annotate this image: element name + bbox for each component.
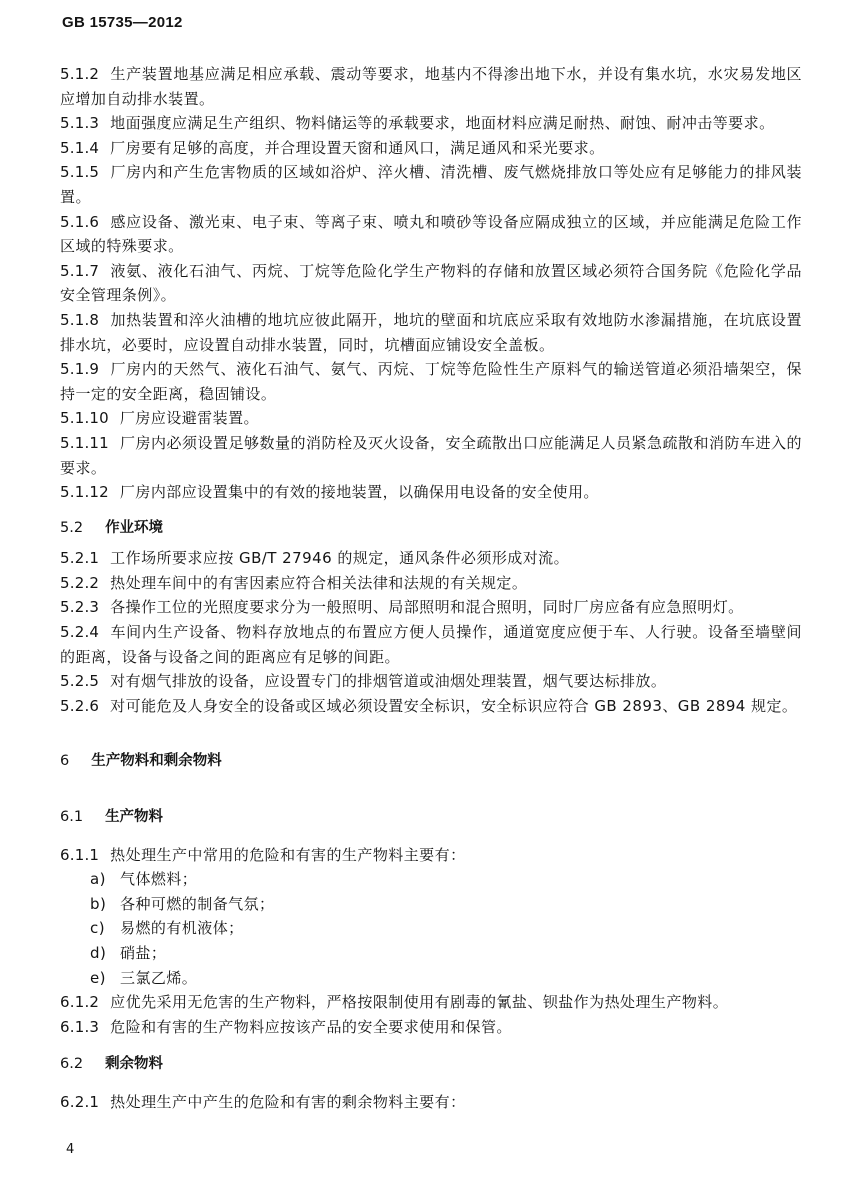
list-item-text: 易燃的有机液体；	[120, 919, 244, 938]
clause-number: 5.1.3	[60, 114, 100, 133]
section-6-1-heading	[60, 805, 802, 830]
section-title: 剩余物料	[105, 1056, 164, 1073]
clause-text: 热处理生产中常用的危险和有害的生产物料主要有：	[110, 845, 466, 864]
clause-number: 5.1.7	[60, 261, 100, 280]
clause-number: 5.2.1	[60, 549, 100, 568]
page-content	[60, 62, 802, 1115]
clause-text: 各操作工位的光照度要求分为一般照明、局部照明和混合照明，同时厂房应备有应急照明灯。	[110, 598, 744, 617]
clause-number: 5.1.8	[60, 310, 100, 329]
clause-text: 厂房内的天然气、液化石油气、氨气、丙烷、丁烷等危险性生产原料气的输送管道必须沿墙架空，保持一定的安全距离，稳固铺设。	[60, 360, 802, 403]
clause-6-2-1	[60, 1090, 802, 1115]
list-item-label: a)	[90, 870, 106, 889]
clause-5-1-8	[60, 308, 802, 357]
clause-number: 5.1.12	[60, 483, 109, 502]
clause-text: 厂房内部应设置集中的有效的接地装置，以确保用电设备的安全使用。	[119, 483, 599, 502]
clause-text: 生产装置地基应满足相应承载、震动等要求，地基内不得渗出地下水，并设有集水坑，水灾易发地区应增加自动排水装置。	[60, 65, 802, 108]
clause-number: 5.1.2	[60, 65, 100, 83]
clauses-5-2	[60, 546, 802, 718]
section-number: 6.1	[60, 809, 84, 826]
clause-5-2-3	[60, 595, 802, 620]
clause-number: 6.1.1	[60, 845, 100, 864]
list-item-label: c)	[90, 919, 105, 938]
list-item	[90, 892, 802, 917]
clause-5-2-6	[60, 694, 802, 719]
clause-5-1-9	[60, 357, 802, 406]
chapter-title: 生产物料和剩余物料	[91, 753, 222, 770]
section-number: 6.2	[60, 1056, 84, 1073]
list-item-label: e)	[90, 968, 106, 987]
clauses-6-1-2-3	[60, 990, 802, 1039]
clause-text: 车间内生产设备、物料存放地点的布置应方便人员操作，通道宽度应便于车、人行驶。设备至墙壁间的距离，设备与设备之间的距离应有足够的间距。	[60, 623, 802, 666]
clause-5-1-7	[60, 259, 802, 308]
clause-number: 5.2.4	[60, 623, 100, 642]
clause-5-1-11	[60, 431, 802, 480]
list-item	[90, 916, 802, 941]
clause-number: 5.1.4	[60, 138, 100, 157]
clause-5-1-4	[60, 136, 802, 161]
clause-5-1-10	[60, 406, 802, 431]
list-item-text: 硝盐；	[120, 944, 167, 962]
clause-text: 热处理生产中产生的危险和有害的剩余物料主要有：	[110, 1092, 466, 1111]
clause-text: 地面强度应满足生产组织、物料储运等的承载要求，地面材料应满足耐热、耐蚀、耐冲击等要求。	[110, 114, 775, 133]
clause-number: 6.2.1	[60, 1092, 100, 1111]
clause-number: 5.1.11	[60, 433, 109, 452]
list-item	[90, 867, 802, 892]
clauses-5-1	[60, 62, 802, 505]
list-item-label: d)	[90, 944, 107, 962]
list-item-text: 气体燃料；	[120, 870, 198, 889]
clause-number: 5.2.6	[60, 696, 100, 715]
clause-number: 5.1.6	[60, 212, 100, 231]
list-item	[90, 941, 802, 966]
clause-5-1-12	[60, 480, 802, 505]
clause-text: 工作场所要求应按 GB/T 27946 的规定，通风条件必须形成对流。	[110, 549, 570, 568]
clause-text: 液氨、液化石油气、丙烷、丁烷等危险化学生产物料的存储和放置区域必须符合国务院《危险化学品安全管理条例》。	[60, 261, 802, 305]
clause-text: 厂房内必须设置足够数量的消防栓及灭火设备，安全疏散出口应能满足人员紧急疏散和消防车进入的要求。	[60, 433, 802, 477]
list-item-text: 三氯乙烯。	[120, 968, 198, 987]
list-item-label: b)	[90, 894, 107, 913]
clause-number: 6.1.3	[60, 1017, 100, 1036]
clause-text: 热处理车间中的有害因素应符合相关法律和法规的有关规定。	[110, 573, 528, 592]
chapter-number: 6	[60, 753, 70, 770]
clause-5-1-6	[60, 210, 802, 259]
list-item	[90, 966, 802, 991]
clause-text: 加热装置和淬火油槽的地坑应彼此隔开，地坑的壁面和坑底应采取有效地防水渗漏措施，在坑底设置排水坑，必要时，应设置自动排水装置，同时，坑槽面应铺设安全盖板。	[60, 310, 802, 354]
clause-6-1-1	[60, 843, 802, 868]
clause-5-1-2	[60, 62, 802, 111]
clause-5-2-4	[60, 620, 802, 669]
clause-number: 5.2.2	[60, 573, 100, 592]
clause-6-1-3	[60, 1015, 802, 1040]
clause-number: 6.1.2	[60, 993, 100, 1012]
clause-5-2-5	[60, 669, 802, 694]
clause-text: 感应设备、激光束、电子束、等离子束、喷丸和喷砂等设备应隔成独立的区域，并应能满足危险工作区域的特殊要求。	[60, 212, 802, 256]
clause-6-1-2	[60, 990, 802, 1015]
clause-number: 5.2.5	[60, 672, 100, 691]
clause-text: 应优先采用无危害的生产物料，严格按限制使用有剧毒的氰盐、钡盐作为热处理生产物料。	[110, 993, 729, 1012]
section-6-2-heading	[60, 1052, 802, 1077]
section-title: 作业环境	[105, 519, 164, 536]
hazard-material-list	[60, 867, 802, 990]
section-title: 生产物料	[105, 809, 164, 826]
clause-5-1-3	[60, 111, 802, 136]
clause-text: 厂房要有足够的高度，并合理设置天窗和通风口，满足通风和采光要求。	[110, 138, 605, 157]
clause-text: 危险和有害的生产物料应按该产品的安全要求使用和保管。	[110, 1017, 512, 1036]
clause-text: 对可能危及人身安全的设备或区域必须设置安全标识，安全标识应符合 GB 2893、GB 2894 规定。	[110, 696, 798, 715]
list-item-text: 各种可燃的制备气氛；	[120, 894, 275, 913]
section-5-2-heading	[60, 516, 802, 541]
standard-code-header: GB 15735—2012	[62, 14, 183, 31]
chapter-6-heading	[60, 749, 802, 774]
clause-text: 厂房应设避雷装置。	[119, 409, 259, 428]
clause-text: 对有烟气排放的设备，应设置专门的排烟管道或油烟处理装置，烟气要达标排放。	[110, 672, 667, 691]
clause-text: 厂房内和产生危害物质的区域如浴炉、淬火槽、清洗槽、废气燃烧排放口等处应有足够能力的排风装置。	[60, 163, 802, 206]
clause-5-2-1	[60, 546, 802, 571]
clause-number: 5.1.10	[60, 409, 109, 428]
clause-number: 5.1.9	[60, 360, 100, 379]
clause-5-1-5	[60, 160, 802, 209]
clause-number: 5.2.3	[60, 598, 100, 617]
page-number: 4	[66, 1142, 75, 1157]
clause-5-2-2	[60, 571, 802, 596]
clause-number: 5.1.5	[60, 163, 100, 182]
section-number: 5.2	[60, 519, 84, 536]
